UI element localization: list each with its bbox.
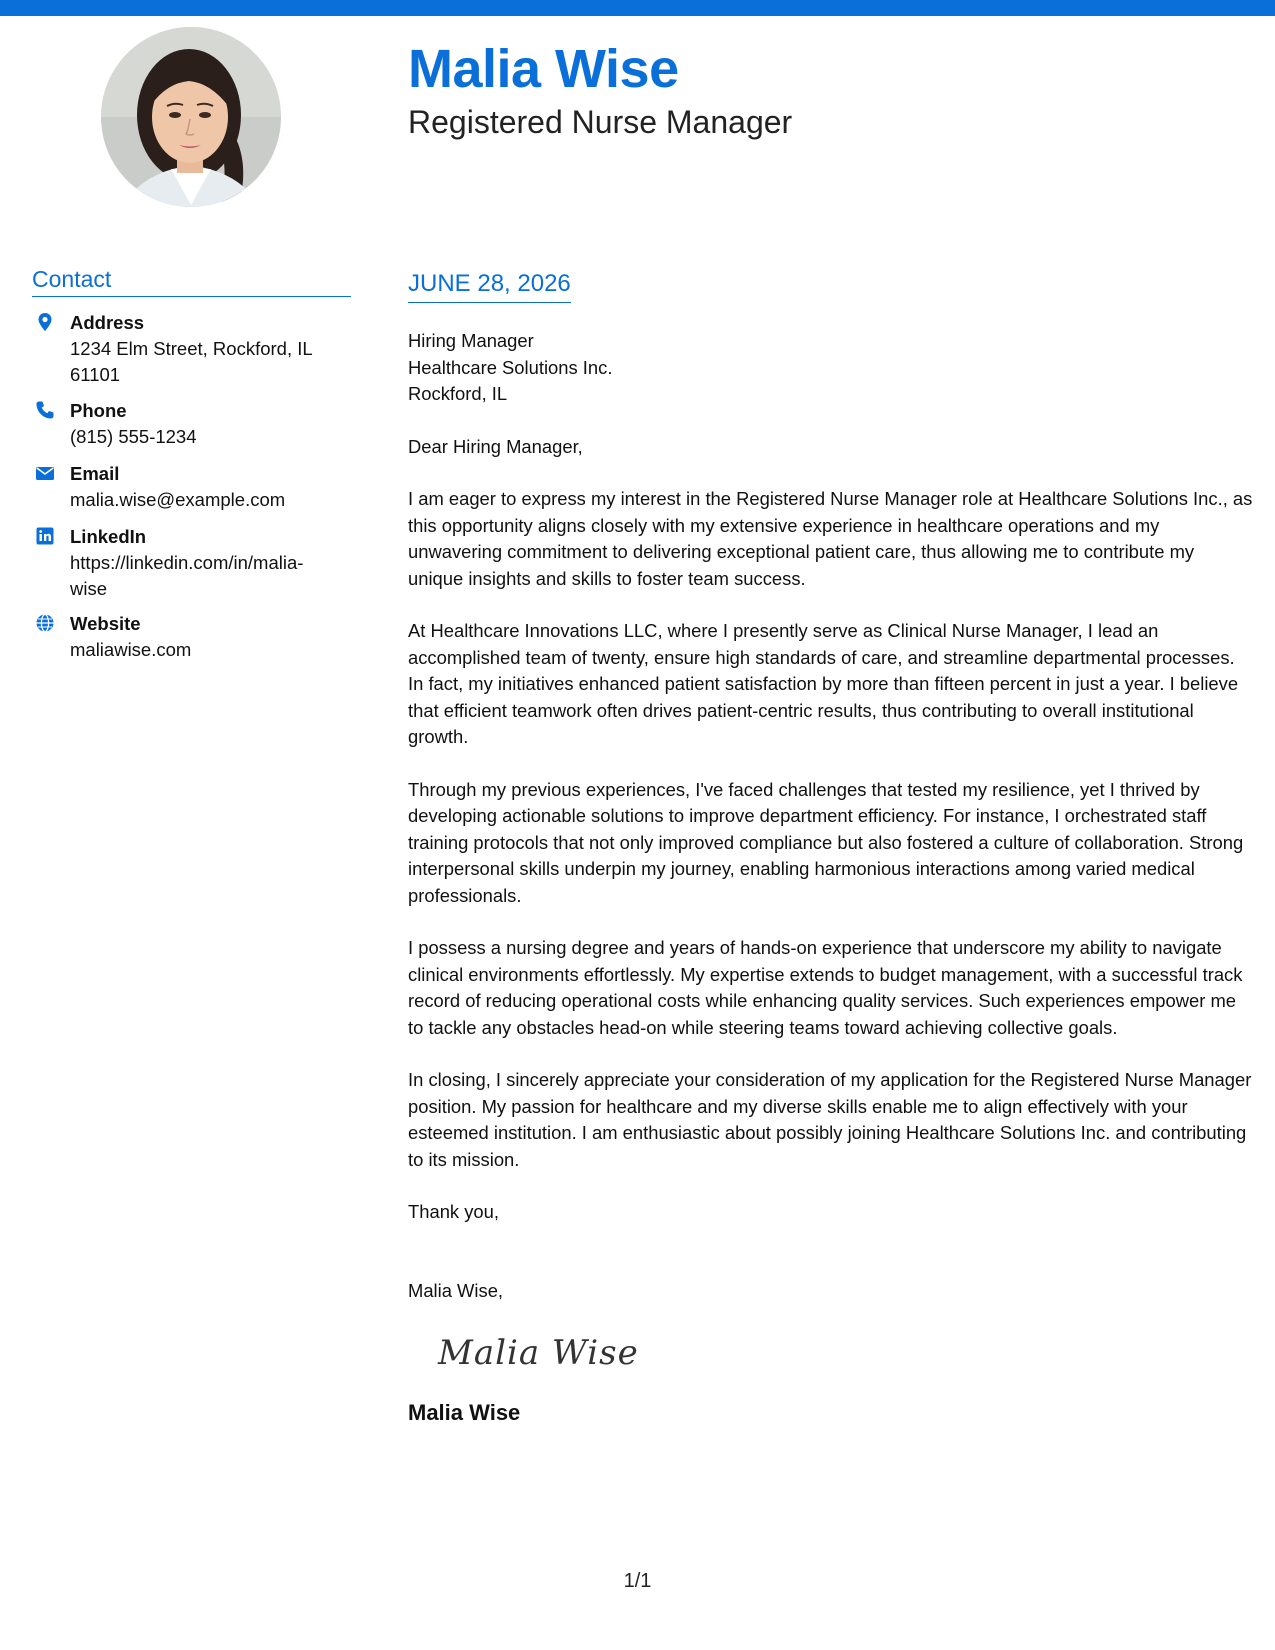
body-paragraph: In closing, I sincerely appreciate your consideration of my application for the Registered Nurse Manager position. My passion for healthcare and my diverse skills enable me to align effectively with your esteemed institution. I am enthusiastic about possibly joining Healthcare Solutions Inc. and contributing to its mission.	[408, 1069, 1252, 1170]
contact-value[interactable]: maliawise.com	[70, 639, 192, 660]
body-paragraph: At Healthcare Innovations LLC, where I presently serve as Clinical Nurse Manager, I lead an accomplished team of twenty, ensure high standards of care, and streamline departmental processes. In fact, my initiatives enhanced patient satisfaction by more than fifteen percent in just a year. I believe that efficient teamwork often drives patient-centric results, thus contributing to overall institutional growth.	[408, 620, 1239, 747]
top-accent-bar	[0, 0, 1275, 16]
closing: Thank you,	[408, 1201, 499, 1222]
contact-label: LinkedIn	[70, 526, 147, 547]
recipient-line: Hiring Manager	[408, 330, 534, 351]
contact-value: 1234 Elm Street, Rockford, IL 61101	[70, 338, 312, 385]
profile-photo	[101, 27, 281, 207]
location-pin-icon	[35, 312, 55, 332]
contact-label: Address	[70, 312, 145, 333]
contact-value: malia.wise@example.com	[70, 489, 286, 510]
body-paragraph: I am eager to express my interest in the Registered Nurse Manager role at Healthcare Solutions Inc., as this opportunity aligns closely with my extensive experience in healthcare operations and my unwavering commitment to delivering exceptional patient care, thus allowing me to contribute my unique insights and skills to foster team success.	[408, 488, 1253, 589]
phone-icon	[35, 400, 55, 420]
contact-label: Email	[70, 463, 120, 484]
linkedin-icon	[35, 526, 55, 546]
letter-body	[408, 328, 1254, 1427]
contact-label: Website	[70, 613, 141, 634]
recipient-block	[408, 328, 1254, 408]
body-paragraph: Through my previous experiences, I've faced challenges that tested my resilience, yet I thrived by developing actionable solutions to improve department efficiency. For instance, I orchestrated staff training protocols that not only improved compliance but also fostered a culture of collaboration. Strong interpersonal skills underpin my journey, enabling harmonious interactions among varied medical professionals.	[408, 778, 1244, 906]
contact-label: Phone	[70, 400, 127, 421]
recipient-line: Healthcare Solutions Inc.	[408, 356, 613, 378]
printed-name: Malia Wise	[408, 1400, 521, 1425]
handwritten-signature: Malia Wise	[438, 1333, 639, 1373]
contact-value[interactable]: https://linkedin.com/in/malia-wise	[70, 552, 304, 599]
recipient-line: Rockford, IL	[408, 383, 508, 404]
job-title: Registered Nurse Manager	[408, 104, 793, 140]
page-number: 1/1	[623, 1570, 652, 1592]
letter-date: JUNE 28, 2026	[408, 270, 571, 303]
greeting: Dear Hiring Manager,	[408, 435, 583, 457]
contact-value: (815) 555-1234	[70, 426, 197, 447]
envelope-icon	[35, 463, 55, 483]
body-paragraph: I possess a nursing degree and years of hands-on experience that underscore my ability to navigate clinical environments effortlessly. My expertise extends to budget management, with a successful track record of reducing operational costs while enhancing quality services. Such experiences empower me to tackle any obstacles head-on while steering teams toward achieving collective goals.	[408, 937, 1243, 1038]
contact-heading: Contact	[32, 266, 351, 297]
applicant-name: Malia Wise	[408, 39, 679, 99]
signoff-name: Malia Wise,	[408, 1279, 504, 1301]
globe-icon	[35, 613, 55, 633]
